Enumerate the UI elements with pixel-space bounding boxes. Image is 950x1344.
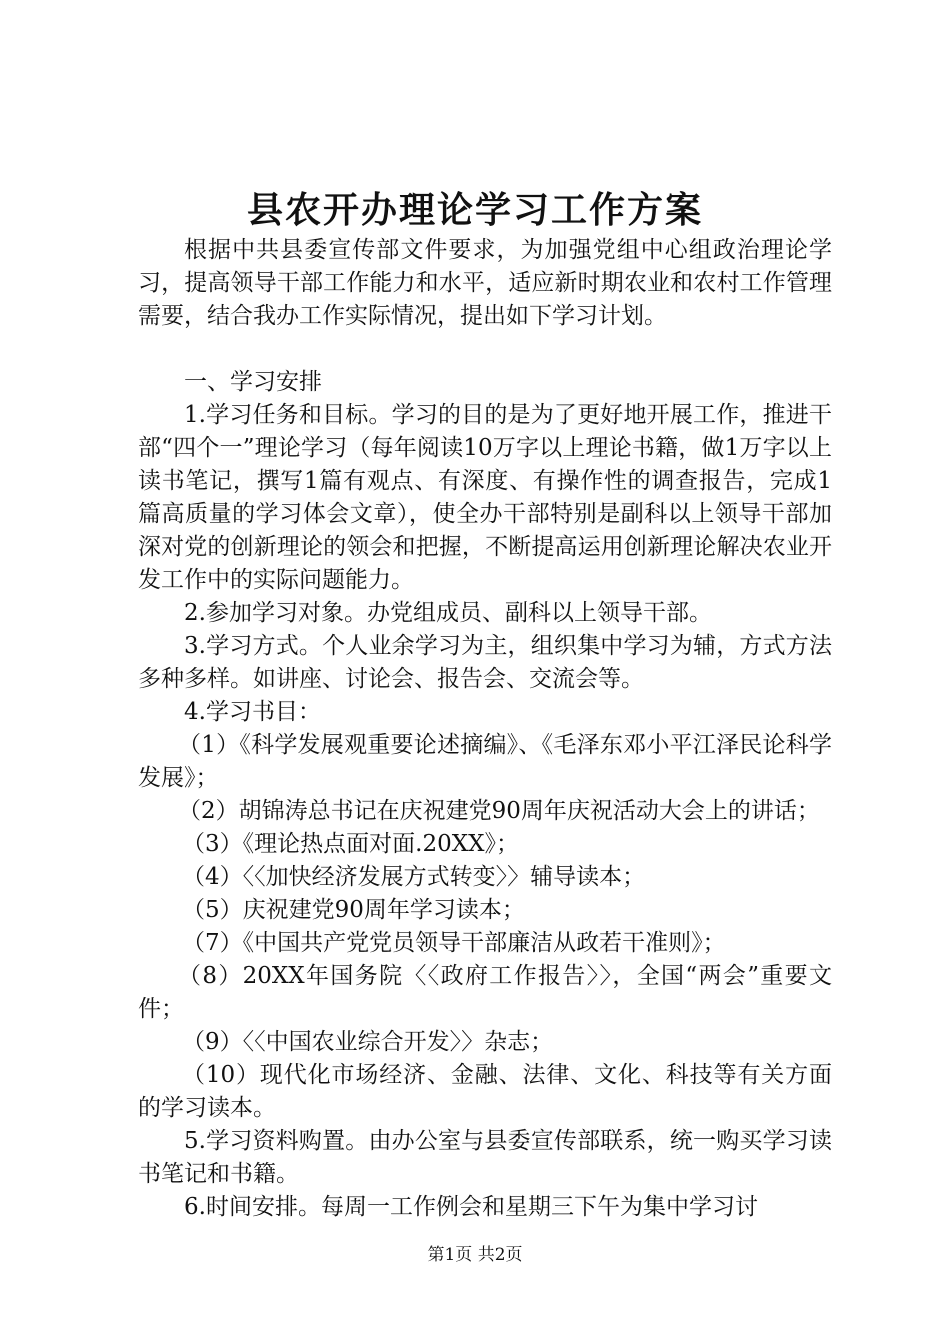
- book-list-item: （10）现代化市场经济、金融、法律、文化、科技等有关方面的学习读本。: [138, 1062, 832, 1121]
- item-paragraph: 5.学习资料购置。由办公室与县委宣传部联系，统一购买学习读书笔记和书籍。: [138, 1128, 832, 1187]
- document-title: 县农开办理论学习工作方案: [246, 189, 703, 231]
- page-footer: 第1页 共2页: [427, 1245, 523, 1265]
- item-paragraph: 2.参加学习对象。办党组成员、副科以上领导干部。: [184, 600, 712, 626]
- book-list-item: （8）20XX年国务院〈〈政府工作报告〉〉，全国“两会”重要文件；: [138, 963, 832, 1022]
- item-paragraph: 4.学习书目：: [184, 699, 321, 725]
- book-list-item: （1）《科学发展观重要论述摘编》、《毛泽东邓小平江泽民论科学发展》；: [138, 732, 832, 791]
- section-heading: 一、学习安排: [184, 369, 322, 395]
- item-paragraph: 1.学习任务和目标。学习的目的是为了更好地开展工作，推进干部“四个一”理论学习（每年阅读10万字以上理论书籍，做1万字以上读书笔记，撰写1篇有观点、有深度、有操作性的调查报告，完成1篇高质量的学习体会文章），使全办干部特别是副科以上领导干部加深对党的创新理论的领会和把握，不断提高运用创新理论解决农业开发工作中的实际问题能力。: [138, 402, 832, 593]
- item-paragraph: 6.时间安排。每周一工作例会和星期三下午为集中学习讨: [184, 1194, 758, 1220]
- book-list-item: （3）《理论热点面对面.20XX》；: [182, 831, 519, 857]
- intro-paragraph: 根据中共县委宣传部文件要求，为加强党组中心组政治理论学习，提高领导干部工作能力和水平，适应新时期农业和农村工作管理需要，结合我办工作实际情况，提出如下学习计划。: [138, 237, 832, 329]
- book-list-item: （9）〈〈中国农业综合开发〉〉杂志；: [182, 1029, 554, 1055]
- document-body: [138, 234, 832, 1224]
- book-list-item: （5）庆祝建党90周年学习读本；: [182, 897, 525, 923]
- book-list-item: （4）〈〈加快经济发展方式转变〉〉辅导读本；: [182, 864, 646, 890]
- item-paragraph: 3.学习方式。个人业余学习为主，组织集中学习为辅，方式方法多种多样。如讲座、讨论会、报告会、交流会等。: [138, 633, 832, 692]
- book-list-item: （7）《中国共产党党员领导干部廉洁从政若干准则》；: [182, 930, 726, 956]
- paragraph-gap: [138, 333, 832, 366]
- book-list-item: （2）胡锦涛总书记在庆祝建党90周年庆祝活动大会上的讲话；: [178, 798, 820, 824]
